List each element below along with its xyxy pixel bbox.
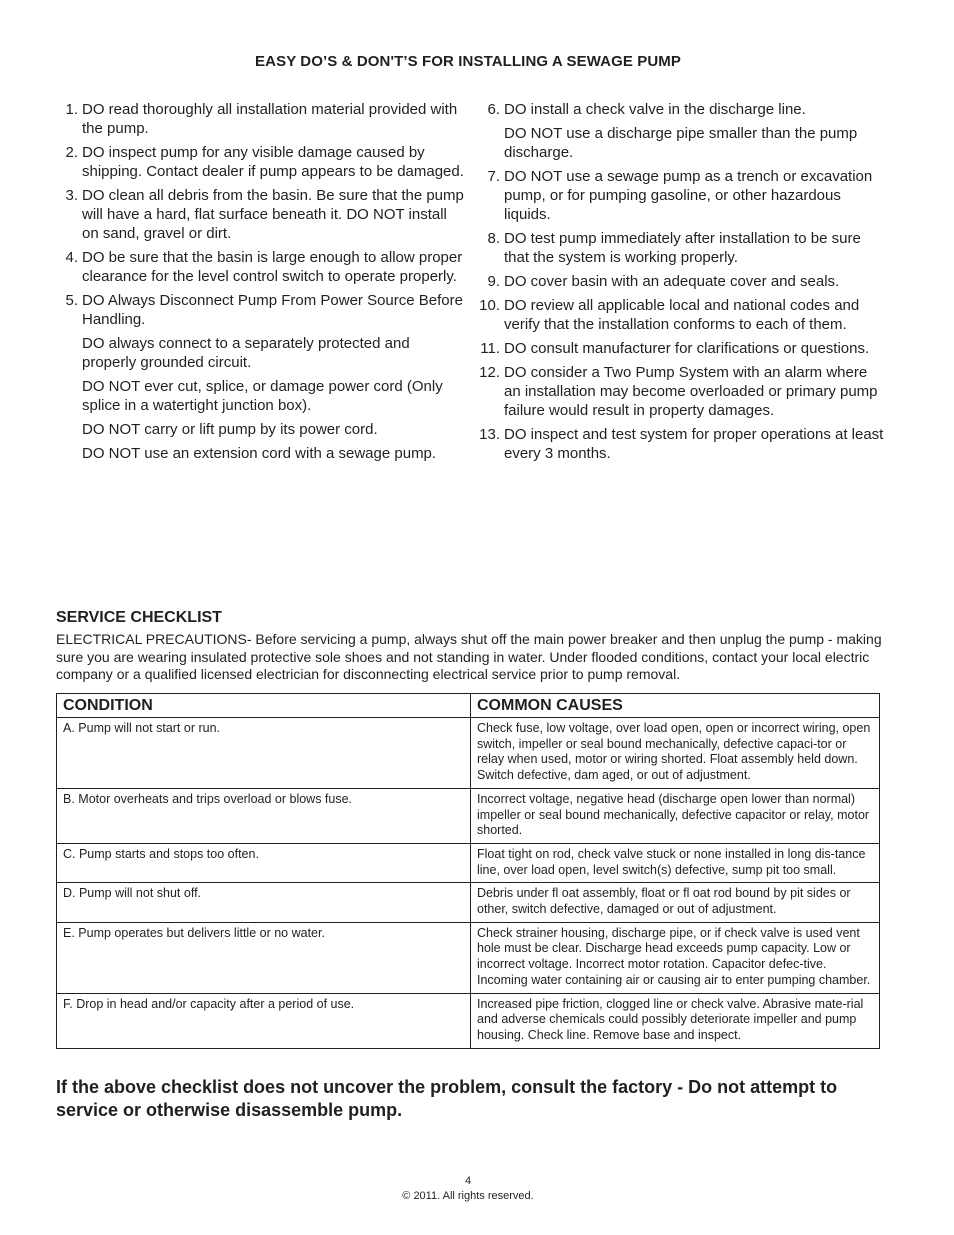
condition-cell: E. Pump operates but delivers little or no water. bbox=[57, 922, 471, 993]
common-causes-cell: Check fuse, low voltage, over load open, open or incorrect wiring, open switch, impeller or seal bound mechanically, defective capaci-tor or relay when used, motor or wiring shorted. Float assembly held down. Switch defective, dam aged, or out of adjustment. bbox=[471, 718, 880, 789]
list-item bbox=[60, 291, 464, 329]
list-item-text: DO NOT use a sewage pump as a trench or excavation pump, or for pumping gasoline, or other hazardous liquids. bbox=[504, 168, 873, 223]
table-row bbox=[57, 883, 880, 922]
list-item bbox=[60, 186, 464, 243]
table-header-row bbox=[57, 694, 880, 718]
list-item bbox=[478, 296, 888, 334]
copyright-notice: © 2011. All rights reserved. bbox=[402, 1190, 534, 1202]
dos-donts-right-column bbox=[478, 100, 888, 468]
list-item-text: DO read thoroughly all installation material provided with the pump. bbox=[82, 101, 458, 137]
list-item-number: 2. bbox=[65, 144, 78, 161]
list-item-subpoint: DO NOT use an extension cord with a sewage pump. bbox=[82, 445, 437, 462]
list-item-number: 12. bbox=[479, 364, 500, 381]
page-title: EASY DO’S & DON'T’S FOR INSTALLING A SEWAGE PUMP bbox=[255, 53, 681, 70]
condition-cell: C. Pump starts and stops too often. bbox=[57, 843, 471, 882]
list-item-text: DO test pump immediately after installation to be sure that the system is working properly. bbox=[504, 230, 861, 266]
list-item-number: 5. bbox=[65, 292, 78, 309]
list-item-number: 1. bbox=[65, 101, 78, 118]
common-causes-cell: Incorrect voltage, negative head (discharge open lower than normal) impeller or seal bound mechanically, defective capacitor or relay, motor shorted. bbox=[471, 788, 880, 843]
list-item-text: DO consider a Two Pump System with an alarm where an installation may become overloaded or primary pump failure would result in property damages. bbox=[504, 364, 878, 419]
list-item-number: 9. bbox=[487, 273, 500, 290]
list-item-text: DO clean all debris from the basin. Be sure that the pump will have a hard, flat surface beneath it. DO NOT install on sand, gravel or dirt. bbox=[82, 187, 464, 242]
list-item-number: 13. bbox=[479, 426, 500, 443]
factory-warning: If the above checklist does not uncover the problem, consult the factory - Do not attempt to service or otherwise disassemble pump. bbox=[56, 1077, 838, 1120]
page-number: 4 bbox=[464, 1175, 472, 1187]
condition-cell: F. Drop in head and/or capacity after a period of use. bbox=[57, 993, 471, 1048]
list-item bbox=[60, 100, 464, 138]
table-body bbox=[57, 718, 880, 1049]
list-item-text: DO install a check valve in the discharge line. bbox=[504, 101, 806, 118]
list-item bbox=[478, 425, 888, 463]
common-causes-column-header: COMMON CAUSES bbox=[471, 694, 880, 718]
list-item-number: 7. bbox=[487, 168, 500, 185]
list-item bbox=[478, 339, 888, 358]
table-row bbox=[57, 718, 880, 789]
common-causes-cell: Check strainer housing, discharge pipe, or if check valve is used vent hole must be clear. Discharge head exceeds pump capacity. Low or incorrect voltage. Incorrect motor rotation. Capacitor defec-tive. Incoming water containing air or causing air to enter pumping chamber. bbox=[471, 922, 880, 993]
list-item bbox=[60, 248, 464, 286]
service-checklist-table bbox=[56, 693, 880, 1049]
list-item-text: DO consult manufacturer for clarifications or questions. bbox=[504, 340, 870, 357]
list-item-subpoint: DO NOT use a discharge pipe smaller than the pump discharge. bbox=[504, 125, 858, 161]
table-row bbox=[57, 843, 880, 882]
list-item-number: 10. bbox=[479, 297, 500, 314]
electrical-precautions-text: ELECTRICAL PRECAUTIONS- Before servicing a pump, always shut off the main power breaker and then unplug the pump - making sure you are wearing insulated protective sole shoes and not standing in water. Under flooded conditions, contact your local electric company or a qualified licensed electrician for disconnecting electrical service prior to pump removal. bbox=[56, 631, 882, 682]
list-item-text: DO inspect pump for any visible damage caused by shipping. Contact dealer if pump appears to be damaged. bbox=[82, 144, 464, 180]
list-item bbox=[478, 363, 888, 420]
list-item-text: DO Always Disconnect Pump From Power Source Before Handling. bbox=[82, 292, 463, 328]
common-causes-cell: Increased pipe friction, clogged line or check valve. Abrasive mate-rial and adverse chemicals could possibly deteriorate impeller and pump housing. Check line. Remove base and inspect. bbox=[471, 993, 880, 1048]
condition-cell: A. Pump will not start or run. bbox=[57, 718, 471, 789]
list-item-text: DO review all applicable local and national codes and verify that the installation conforms to each of them. bbox=[504, 297, 860, 333]
list-item-text: DO inspect and test system for proper operations at least every 3 months. bbox=[504, 426, 884, 462]
service-checklist-heading: SERVICE CHECKLIST bbox=[56, 609, 222, 626]
list-item-subpoint: DO always connect to a separately protected and properly grounded circuit. bbox=[82, 335, 410, 371]
list-item-subpoint: DO NOT carry or lift pump by its power cord. bbox=[82, 421, 378, 438]
condition-cell: D. Pump will not shut off. bbox=[57, 883, 471, 922]
list-item-text: DO be sure that the basin is large enough to allow proper clearance for the level control switch to operate properly. bbox=[82, 249, 463, 285]
table-row bbox=[57, 922, 880, 993]
table-row bbox=[57, 788, 880, 843]
list-item-number: 11. bbox=[480, 340, 500, 357]
table-row bbox=[57, 993, 880, 1048]
condition-cell: B. Motor overheats and trips overload or blows fuse. bbox=[57, 788, 471, 843]
list-item-number: 4. bbox=[65, 249, 78, 266]
list-item-number: 8. bbox=[487, 230, 500, 247]
list-item-number: 6. bbox=[487, 101, 500, 118]
list-item-number: 3. bbox=[65, 187, 78, 204]
list-item bbox=[478, 272, 888, 291]
common-causes-cell: Debris under fl oat assembly, float or fl oat rod bound by pit sides or other, switch defective, damaged or out of adjustment. bbox=[471, 883, 880, 922]
dos-donts-left-column bbox=[60, 100, 464, 468]
list-item bbox=[478, 167, 888, 224]
list-item bbox=[478, 100, 888, 119]
list-item bbox=[478, 229, 888, 267]
common-causes-cell: Float tight on rod, check valve stuck or none installed in long dis-tance line, over load open, level switch(s) defective, sump pit too small. bbox=[471, 843, 880, 882]
list-item-subpoint: DO NOT ever cut, splice, or damage power cord (Only splice in a watertight junction box). bbox=[82, 378, 443, 414]
list-item-text: DO cover basin with an adequate cover and seals. bbox=[504, 273, 840, 290]
condition-column-header: CONDITION bbox=[57, 694, 471, 718]
list-item bbox=[60, 143, 464, 181]
